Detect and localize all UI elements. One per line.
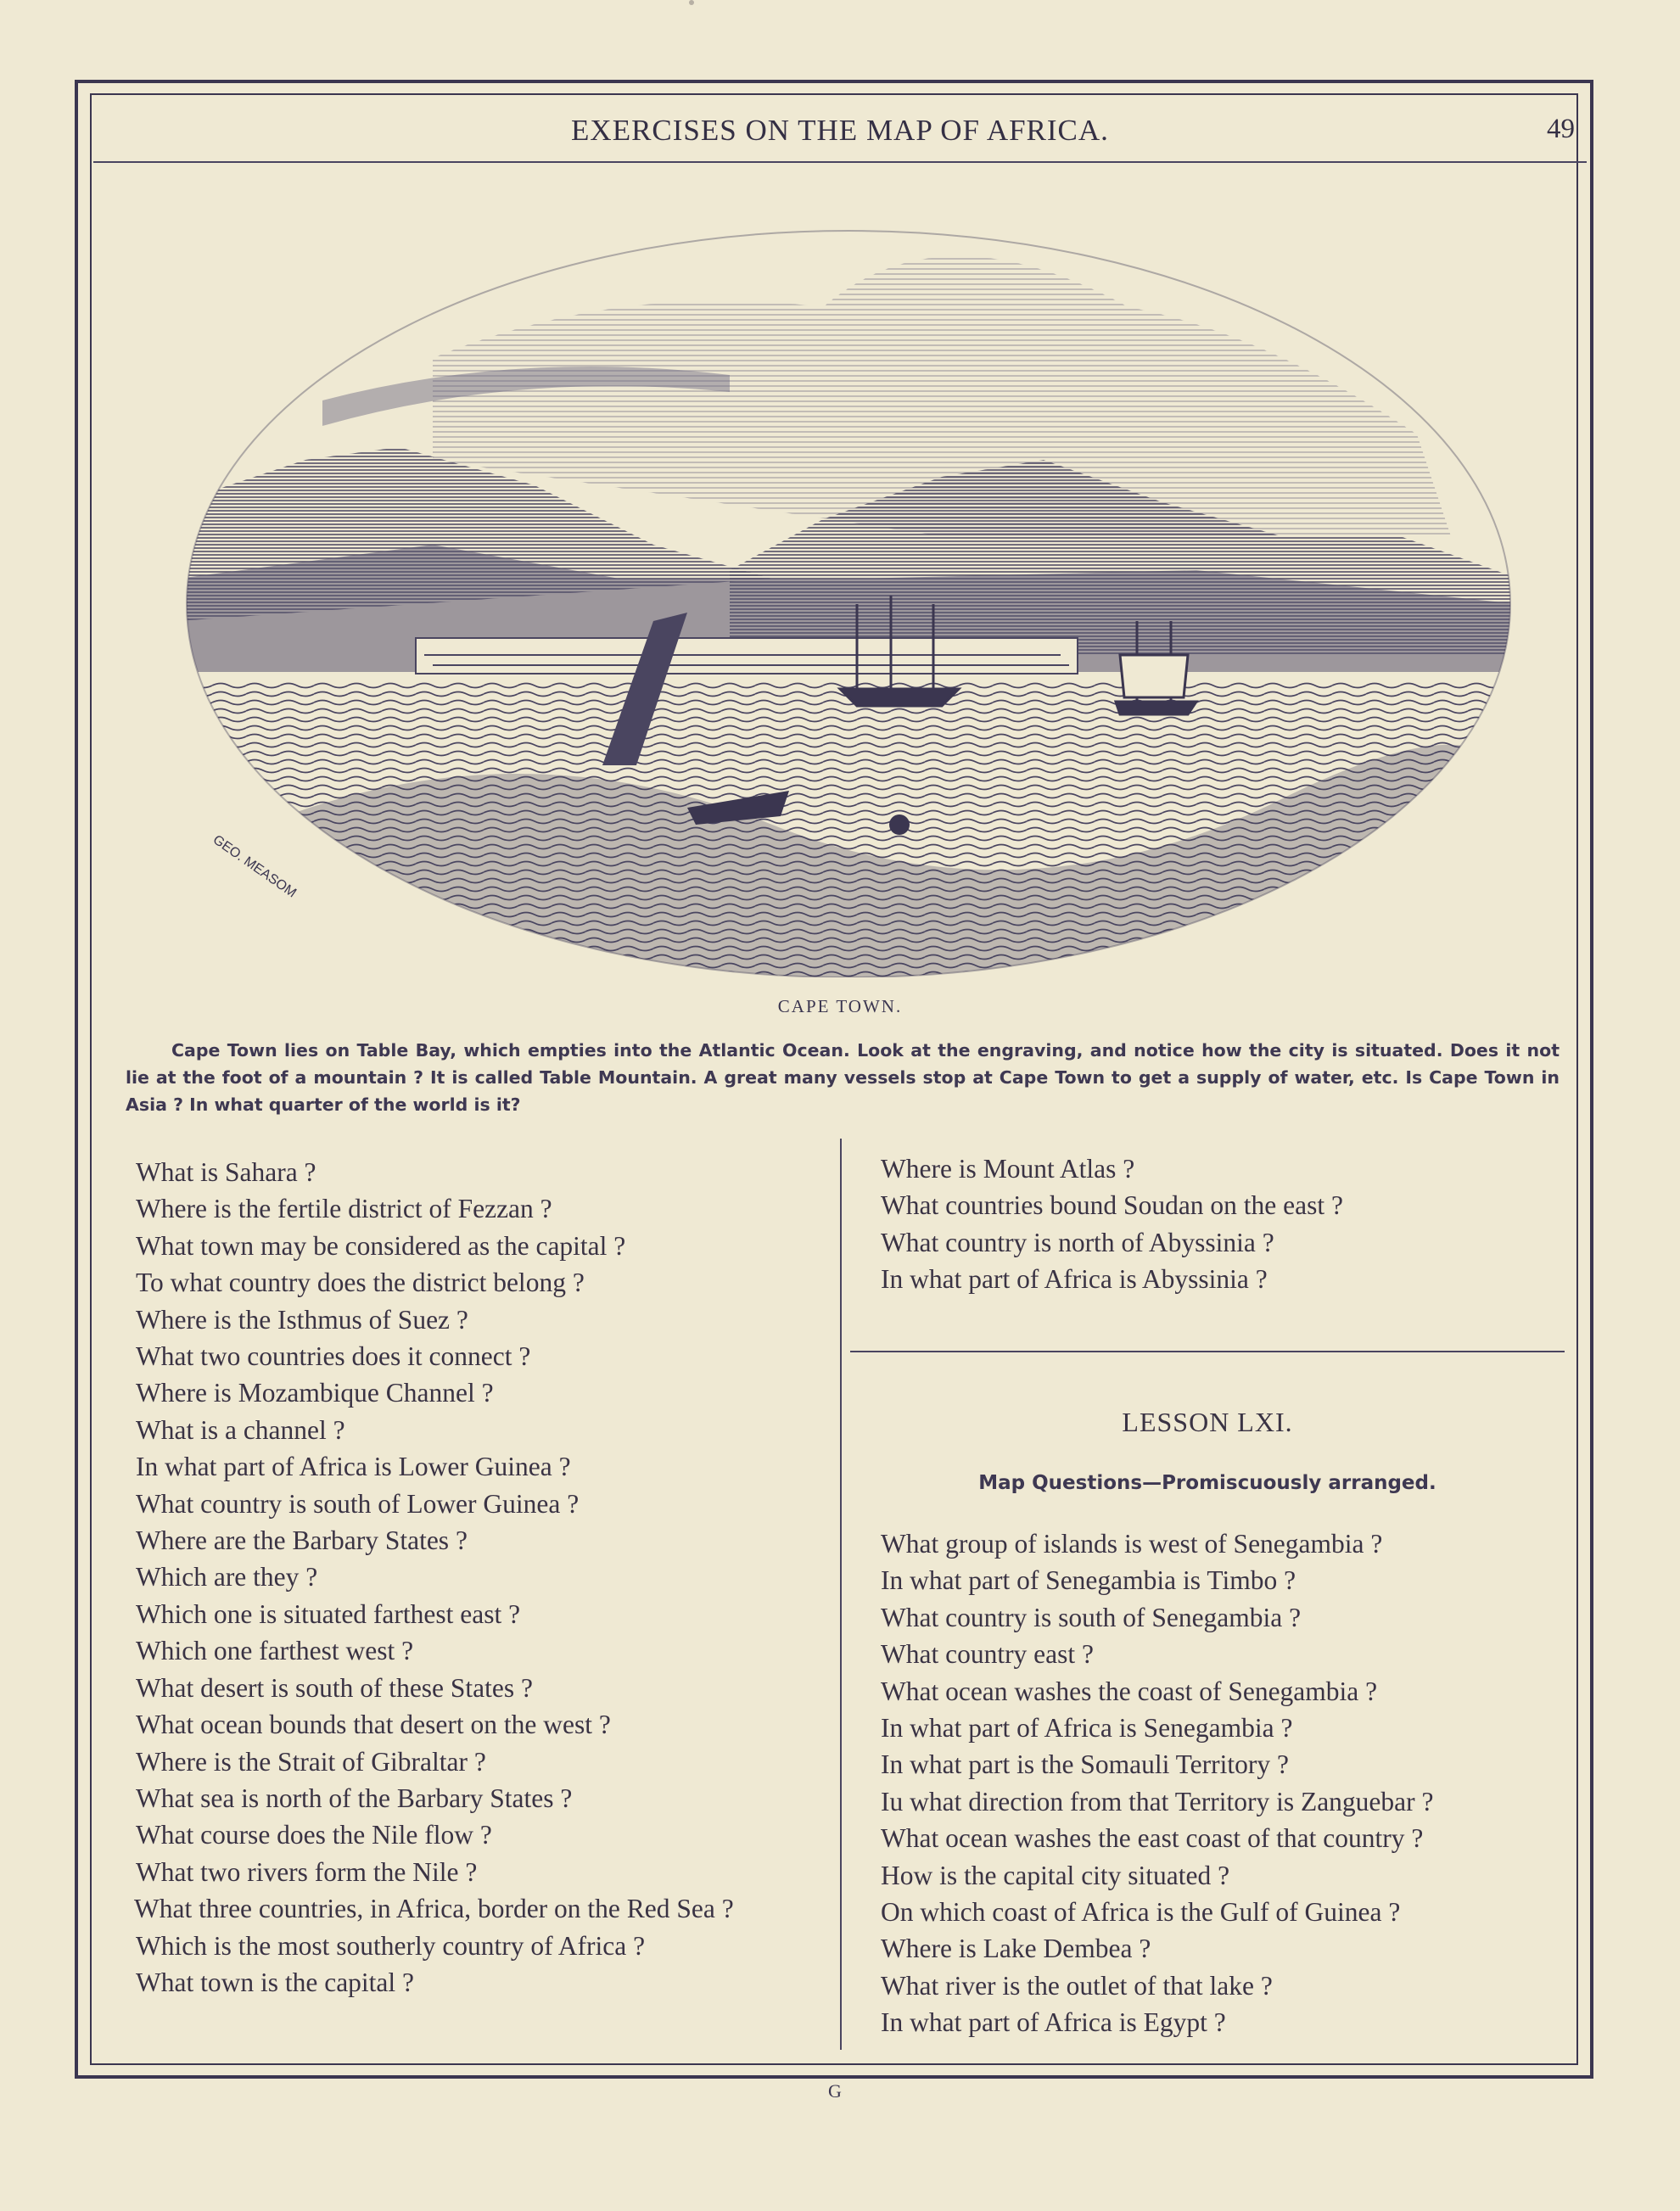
section-rule bbox=[850, 1351, 1565, 1352]
question-item: What group of islands is west of Senegambia ? bbox=[881, 1529, 1383, 1559]
question-item: Which is the most southerly country of Africa ? bbox=[136, 1930, 646, 1961]
question-item: In what part of Africa is Abyssinia ? bbox=[881, 1264, 1268, 1295]
question-item: What sea is north of the Barbary States ? bbox=[136, 1783, 573, 1813]
question-item: What town is the capital ? bbox=[136, 1967, 415, 1997]
buoy bbox=[889, 814, 910, 835]
question-item: In what part of Africa is Lower Guinea ? bbox=[136, 1452, 571, 1482]
signature-mark: G bbox=[828, 2080, 842, 2102]
question-item: What country is south of Senegambia ? bbox=[881, 1602, 1302, 1632]
question-item: What desert is south of these States ? bbox=[136, 1672, 534, 1703]
lesson-subtitle: Map Questions—Promiscuously arranged. bbox=[978, 1472, 1436, 1494]
question-item: What is Sahara ? bbox=[136, 1157, 316, 1187]
question-item: What ocean washes the coast of Senegambia ? bbox=[881, 1676, 1378, 1706]
question-item: What country east ? bbox=[881, 1639, 1095, 1670]
question-item: Which are they ? bbox=[136, 1562, 318, 1592]
question-item: In what part of Africa is Egypt ? bbox=[881, 2007, 1226, 2038]
question-item: What is a channel ? bbox=[136, 1414, 345, 1445]
engraving-title: CAPE TOWN. bbox=[777, 996, 903, 1016]
question-item: In what part of Senegambia is Timbo ? bbox=[881, 1565, 1296, 1596]
engraving-caption: Cape Town lies on Table Bay, which empties into the Atlantic Ocean. Look at the engraving, and notice how the city is situated. Does it not lie at the foot of a mountain ? It is called Table Mountain. A great many vessels stop at Cape Town to get a supply of water, etc. Is Cape Town in Asia ? In what quarter of the world is it? bbox=[126, 1040, 1560, 1115]
question-item: What course does the Nile flow ? bbox=[136, 1820, 492, 1850]
question-item: In what part is the Somauli Territory ? bbox=[881, 1749, 1289, 1780]
question-item: Where is Lake Dembea ? bbox=[881, 1934, 1151, 1964]
header-title: EXERCISES ON THE MAP OF AFRICA. bbox=[571, 114, 1109, 147]
question-item: What ocean bounds that desert on the west ? bbox=[136, 1710, 611, 1740]
right-question-list-top bbox=[881, 1150, 1576, 1298]
question-item: Which one is situated farthest east ? bbox=[136, 1598, 521, 1629]
question-item: Where are the Barbary States ? bbox=[136, 1525, 468, 1556]
column-divider bbox=[840, 1139, 842, 2050]
lesson-question-list bbox=[881, 1525, 1585, 2041]
question-item: Where is the fertile district of Fezzan ? bbox=[136, 1194, 552, 1224]
running-header bbox=[93, 85, 1587, 163]
question-item: How is the capital city situated ? bbox=[881, 1860, 1230, 1890]
engraver-signature: GEO. MEASOM bbox=[210, 832, 300, 901]
question-item: Where is Mount Atlas ? bbox=[881, 1154, 1135, 1184]
question-item: On which coast of Africa is the Gulf of Guinea ? bbox=[881, 1897, 1401, 1928]
question-item: What two countries does it connect ? bbox=[136, 1341, 531, 1372]
question-item: What countries bound Soudan on the east ? bbox=[881, 1190, 1343, 1221]
question-item: Where is Mozambique Channel ? bbox=[136, 1378, 494, 1408]
lesson-title: LESSON LXI. bbox=[1122, 1407, 1293, 1437]
page-speck bbox=[689, 0, 694, 5]
question-item: Which one farthest west ? bbox=[136, 1636, 414, 1666]
question-item: Iu what direction from that Territory is Zanguebar ? bbox=[881, 1786, 1434, 1816]
question-item: Where is the Isthmus of Suez ? bbox=[136, 1304, 468, 1335]
question-item: What three countries, in Africa, border on the Red Sea ? bbox=[134, 1894, 734, 1924]
left-question-list bbox=[102, 1154, 833, 2001]
question-item: What ocean washes the east coast of that country ? bbox=[881, 1823, 1424, 1854]
question-item: What country is north of Abyssinia ? bbox=[881, 1227, 1274, 1257]
question-item: What town may be considered as the capital ? bbox=[136, 1230, 626, 1261]
question-item: Where is the Strait of Gibraltar ? bbox=[136, 1746, 486, 1777]
page-number: 49 bbox=[1547, 114, 1575, 144]
question-item: What two rivers form the Nile ? bbox=[136, 1856, 478, 1887]
question-item: In what part of Africa is Senegambia ? bbox=[881, 1713, 1293, 1744]
cape-town-engraving bbox=[178, 180, 1519, 977]
question-item: To what country does the district belong ? bbox=[136, 1268, 585, 1298]
question-item: What country is south of Lower Guinea ? bbox=[136, 1488, 580, 1519]
question-item: What river is the outlet of that lake ? bbox=[881, 1970, 1273, 2001]
